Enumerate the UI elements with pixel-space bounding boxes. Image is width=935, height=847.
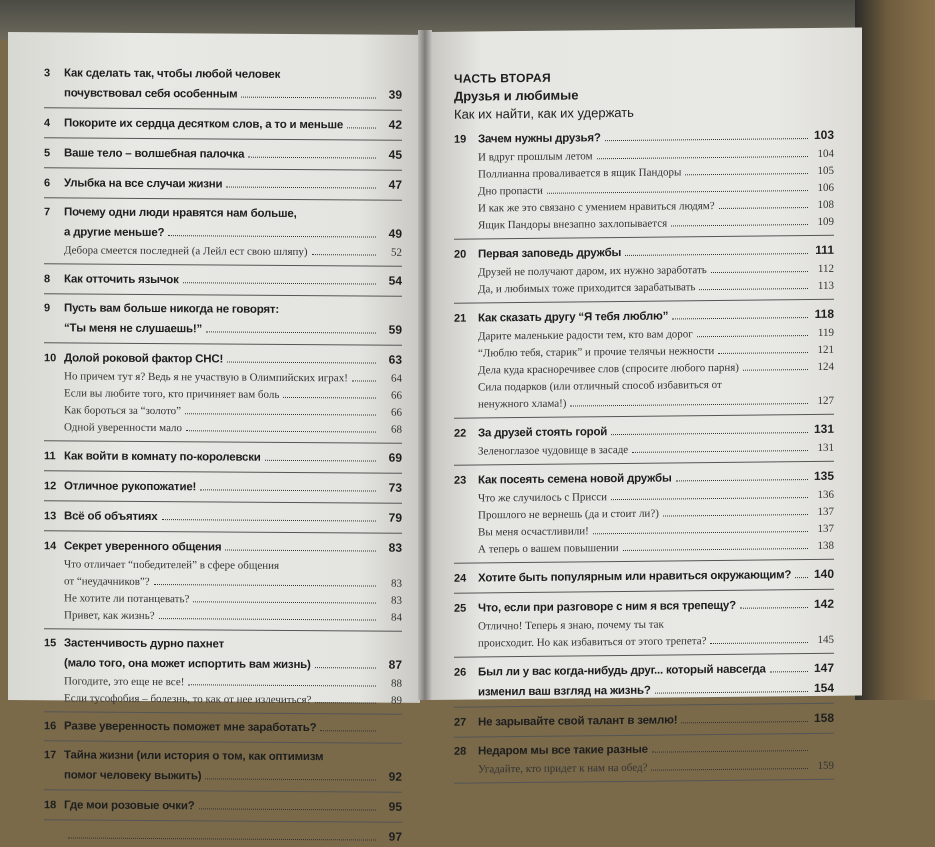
- dot-leader: [315, 702, 376, 703]
- toc-row: [44, 203, 402, 224]
- divider: [44, 197, 402, 200]
- divider: [44, 628, 402, 631]
- chapter-title: Застенчивость дурно пахнет: [64, 634, 224, 654]
- chapter-number: 12: [44, 477, 64, 496]
- chapter-title: “Ты меня не слушаешь!”: [64, 319, 202, 339]
- page-number: 97: [380, 828, 402, 847]
- chapter-title: За друзей стоять горой: [478, 423, 607, 443]
- dot-leader: [283, 397, 376, 399]
- dot-leader: [154, 584, 376, 587]
- page-number: 87: [380, 656, 402, 675]
- book-spine: [418, 30, 432, 700]
- page-number: 42: [380, 116, 402, 135]
- divider: [44, 137, 402, 140]
- chapter-number: 3: [44, 64, 64, 83]
- page-number: 69: [380, 449, 402, 468]
- chapter-title: Улыбка на все случаи жизни: [64, 174, 222, 194]
- chapter-number: 11: [44, 447, 64, 466]
- toc-entry[interactable]: [454, 659, 834, 703]
- subsection-title: А теперь о вашем повышении: [478, 540, 619, 558]
- page-number: 73: [380, 479, 402, 498]
- page-number: 54: [380, 272, 402, 291]
- subsection-title: ненужного хлама!): [478, 396, 566, 414]
- chapter-title: Как посеять семена новой дружбы: [478, 469, 672, 490]
- chapter-title: Что, если при разговоре с ним я вся трепещу?: [478, 597, 736, 619]
- chapter-number: 26: [454, 663, 478, 682]
- subsection-row: [454, 538, 834, 559]
- toc-row: [44, 476, 402, 498]
- toc-row: [44, 348, 402, 370]
- subsection-page: 159: [812, 758, 834, 775]
- chapter-number: 23: [454, 471, 478, 490]
- toc-entry[interactable]: [44, 536, 402, 626]
- subsection-page: 127: [812, 393, 834, 410]
- toc-row: [44, 113, 402, 135]
- subsection-page: 66: [380, 388, 402, 405]
- dot-leader: [672, 317, 808, 319]
- subsection-page: 109: [812, 214, 834, 231]
- chapter-title: Разве уверенность поможет мне заработать?: [64, 717, 316, 738]
- chapter-number: 10: [44, 349, 64, 368]
- chapter-title: Как сказать другу “Я тебя люблю”: [478, 308, 668, 329]
- dot-leader: [199, 808, 376, 810]
- subsection-row: [44, 690, 402, 709]
- chapter-title: Был ли у вас когда-нибудь друг... который навсегда: [478, 660, 766, 682]
- subsection-title: Как бороться за “золото”: [64, 402, 181, 420]
- divider: [44, 167, 402, 170]
- chapter-number: 16: [44, 717, 64, 736]
- toc-row: [44, 173, 402, 195]
- toc-entry[interactable]: [44, 348, 402, 438]
- toc-entry[interactable]: [454, 467, 834, 559]
- dot-leader: [623, 548, 808, 551]
- subsection-title: Друзей не получают даром, их нужно заработать: [478, 262, 707, 281]
- subsection-title: Дарите маленькие радости тем, кто вам дорог: [478, 326, 693, 345]
- toc-entry[interactable]: [454, 420, 834, 461]
- chapter-title: (мало того, она может испортить вам жизнь): [64, 654, 311, 675]
- dot-leader: [265, 460, 376, 462]
- toc-row: [44, 446, 402, 468]
- chapter-number: 18: [44, 796, 64, 815]
- chapter-title: Пусть вам больше никогда не говорят:: [64, 299, 279, 320]
- page-number: 59: [380, 321, 402, 340]
- chapter-number: 19: [454, 130, 478, 149]
- chapter-number: 9: [44, 299, 64, 318]
- chapter-number: 17: [44, 746, 64, 765]
- subsection-page: 112: [812, 261, 834, 278]
- dot-leader: [206, 331, 376, 333]
- subsection-page: 136: [812, 487, 834, 504]
- dot-leader: [625, 253, 808, 256]
- divider: [454, 653, 834, 658]
- subsection-row: [454, 393, 834, 414]
- page-number: 45: [380, 146, 402, 165]
- chapter-number: 15: [44, 634, 64, 653]
- divider: [454, 559, 834, 564]
- chapter-title: Всё об объятиях: [64, 507, 158, 527]
- chapter-title: Как отточить язычок: [64, 270, 179, 290]
- dot-leader: [681, 721, 808, 723]
- toc-entry[interactable]: [44, 634, 402, 709]
- toc-entry[interactable]: [454, 595, 834, 653]
- dot-leader: [611, 497, 808, 500]
- subsection-title: Зеленоглазое чудовище в засаде: [478, 442, 628, 461]
- divider: [44, 342, 402, 345]
- chapter-title: Недаром мы все такие разные: [478, 741, 648, 762]
- toc-entry[interactable]: [44, 476, 402, 498]
- dot-leader: [570, 403, 808, 406]
- dot-leader: [68, 837, 376, 840]
- chapter-title: Не зарывайте свой талант в землю!: [478, 711, 677, 732]
- subsection-row: [454, 278, 834, 299]
- dot-leader: [352, 380, 376, 381]
- subsection-page: 106: [812, 180, 834, 197]
- chapter-number: 14: [44, 537, 64, 556]
- dot-leader: [671, 224, 808, 226]
- dot-leader: [651, 768, 808, 771]
- subsection-title: Сила подарков (или отличный способ избавиться от: [478, 377, 722, 397]
- subsection-title: Дела куда красноречивее слов (спросите любого парня): [478, 360, 739, 380]
- subsection-title: Да, и любимых тоже приходится зарабатывать: [478, 279, 695, 298]
- toc-row: [44, 318, 402, 340]
- page-number: 83: [380, 539, 402, 558]
- subsection-title: происходит. Но как избавиться от этого трепета?: [478, 633, 706, 652]
- subsection-page: 84: [380, 610, 402, 627]
- dot-leader: [248, 157, 376, 159]
- dot-leader: [225, 550, 376, 552]
- page-number: 111: [812, 241, 834, 260]
- dot-leader: [743, 369, 808, 371]
- page-number: 118: [812, 305, 834, 324]
- dot-leader: [719, 207, 808, 209]
- dot-leader: [593, 531, 808, 534]
- dot-leader: [227, 362, 376, 364]
- toc-row: [454, 565, 834, 589]
- left-page: [8, 32, 420, 703]
- divider: [44, 530, 402, 533]
- dot-leader: [676, 479, 808, 481]
- toc-row: [44, 765, 402, 787]
- subsection-page: 119: [812, 325, 834, 342]
- dot-leader: [711, 271, 808, 273]
- dot-leader: [205, 778, 376, 780]
- chapter-title: Как войти в комнату по-королевски: [64, 447, 261, 467]
- toc-row: [44, 64, 402, 85]
- toc-row: [44, 746, 402, 767]
- chapter-number: 27: [454, 713, 478, 732]
- subsection-page: 124: [812, 359, 834, 376]
- chapter-title: Зачем нужны друзья?: [478, 129, 601, 149]
- divider: [454, 589, 834, 594]
- part-title: Друзья и любимые: [454, 84, 834, 106]
- chapter-number: 8: [44, 270, 64, 289]
- chapter-title: Почему одни люди нравятся нам больше,: [64, 203, 297, 224]
- toc-entry[interactable]: [44, 299, 402, 340]
- chapter-number: 13: [44, 507, 64, 526]
- toc-entry[interactable]: [44, 446, 402, 468]
- dot-leader: [168, 235, 376, 237]
- subsection-title: Погодите, это еще не все!: [64, 673, 184, 691]
- subsection-page: 89: [380, 693, 402, 710]
- dot-leader: [652, 750, 808, 753]
- chapter-title: Как сделать так, чтобы любой человек: [64, 64, 280, 85]
- dot-leader: [597, 156, 808, 159]
- subsection-page: 137: [812, 521, 834, 538]
- toc-entry[interactable]: [44, 143, 402, 165]
- chapter-title: Секрет уверенного общения: [64, 537, 221, 557]
- toc-entry[interactable]: [454, 126, 834, 235]
- toc-entry[interactable]: [44, 506, 402, 528]
- divider: [44, 789, 402, 792]
- divider: [44, 740, 402, 743]
- divider: [44, 440, 402, 443]
- toc-row: [454, 709, 834, 733]
- divider: [44, 107, 402, 110]
- toc-entry[interactable]: [454, 565, 834, 589]
- toc-row: [44, 634, 402, 655]
- toc-entry[interactable]: [44, 717, 402, 738]
- toc-entry[interactable]: [44, 173, 402, 195]
- subsection-row: [454, 758, 834, 779]
- divider: [454, 299, 834, 304]
- subsection-title: Что же случилось с Присси: [478, 489, 607, 507]
- chapter-number: 4: [44, 114, 64, 133]
- toc-entry[interactable]: [44, 203, 402, 261]
- toc-row: [44, 506, 402, 528]
- subsection-page: 104: [812, 146, 834, 163]
- divider: [44, 293, 402, 296]
- divider: [44, 819, 402, 822]
- divider: [44, 263, 402, 266]
- subsection-title: “Люблю тебя, старик” и прочие телячьи нежности: [478, 343, 714, 362]
- dot-leader: [710, 642, 808, 644]
- dot-leader: [186, 430, 376, 432]
- subsection-page: 83: [380, 576, 402, 593]
- page-number: 63: [380, 351, 402, 370]
- subsection-title: Одной уверенности мало: [64, 419, 182, 437]
- toc-row: [44, 83, 402, 105]
- subsection-title: Дебора смеется последней (а Лейл ест свою шляпу): [64, 242, 308, 261]
- chapter-title: Покорите их сердца десятком слов, а то и меньше: [64, 114, 343, 135]
- dot-leader: [605, 138, 808, 141]
- toc-row: [44, 269, 402, 291]
- subsection-title: Что отличает “победителей” в сфере общения: [64, 556, 279, 575]
- subsection-page: 105: [812, 163, 834, 180]
- toc-row: [44, 825, 402, 846]
- part-subtitle: Как их найти, как их удержать: [454, 102, 834, 124]
- subsection-row: [454, 440, 834, 461]
- chapter-number: 7: [44, 203, 64, 222]
- subsection-title: Не хотите ли потанцевать?: [64, 590, 189, 608]
- subsection-title: Угадайте, кто придет к нам на обед?: [478, 760, 647, 779]
- subsection-page: 113: [812, 278, 834, 295]
- toc-row: [44, 222, 402, 244]
- dot-leader: [655, 691, 808, 694]
- background-right: [855, 0, 935, 700]
- toc-entry[interactable]: [44, 746, 402, 787]
- dot-leader: [162, 519, 377, 521]
- dot-leader: [740, 607, 808, 609]
- subsection-page: 88: [380, 676, 402, 693]
- page-number: 135: [812, 467, 834, 486]
- subsection-row: [44, 419, 402, 438]
- dot-leader: [699, 288, 808, 290]
- chapter-title: помог человеку выжить): [64, 766, 201, 786]
- dot-leader: [183, 282, 376, 284]
- chapter-number: 20: [454, 245, 478, 264]
- right-page: [430, 27, 862, 700]
- dot-leader: [193, 601, 376, 603]
- subsection-title: Вы меня осчастливили!: [478, 523, 589, 541]
- toc-entry[interactable]: [44, 113, 402, 135]
- chapter-number: 22: [454, 424, 478, 443]
- chapter-number: 28: [454, 742, 478, 761]
- dot-leader: [547, 190, 808, 194]
- subsection-page: 121: [812, 342, 834, 359]
- toc-row: [44, 143, 402, 165]
- subsection-title: Если вы любите того, кто причиняет вам боль: [64, 385, 279, 404]
- subsection-page: 108: [812, 197, 834, 214]
- subsection-page: 52: [380, 245, 402, 262]
- chapter-title: Долой роковой фактор СНС!: [64, 349, 223, 369]
- toc-row: [44, 299, 402, 320]
- dot-leader: [200, 489, 376, 491]
- divider: [44, 500, 402, 503]
- toc-row: [454, 679, 834, 703]
- dot-leader: [632, 450, 808, 453]
- dot-leader: [611, 432, 808, 435]
- dot-leader: [188, 684, 376, 686]
- divider: [454, 703, 834, 708]
- toc-entry[interactable]: [454, 241, 834, 299]
- subsection-page: 66: [380, 405, 402, 422]
- subsection-title: Если тусофобия – болезнь, то как от нее излечиться?: [64, 690, 311, 709]
- divider: [454, 235, 834, 240]
- divider: [44, 711, 402, 714]
- divider: [454, 733, 834, 738]
- dot-leader: [241, 97, 376, 99]
- subsection-title: Отлично! Теперь я знаю, почему ты так: [478, 617, 664, 636]
- chapter-title: Тайна жизни (или история о том, как оптимизм: [64, 746, 323, 767]
- toc-entry[interactable]: [454, 709, 834, 733]
- toc-row: [44, 536, 402, 558]
- subsection-row: [44, 242, 402, 261]
- divider: [454, 461, 834, 466]
- chapter-number: 21: [454, 309, 478, 328]
- chapter-title: Ваше тело – волшебная палочка: [64, 144, 244, 164]
- chapter-number: 6: [44, 174, 64, 193]
- subsection-title: от “неудачников”?: [64, 573, 150, 591]
- chapter-title: Первая заповедь дружбы: [478, 244, 621, 264]
- toc-row: [44, 653, 402, 675]
- dot-leader: [663, 514, 808, 517]
- page-number: 39: [380, 86, 402, 105]
- subsection-page: 131: [812, 440, 834, 457]
- chapter-title: Отличное рукопожатие!: [64, 477, 196, 497]
- subsection-row: [454, 214, 834, 235]
- toc-entry[interactable]: [44, 269, 402, 291]
- part-label: ЧАСТЬ ВТОРАЯ: [454, 66, 834, 88]
- dot-leader: [697, 335, 808, 337]
- subsection-row: [44, 607, 402, 626]
- toc-entry[interactable]: [454, 305, 834, 414]
- subsection-title: Привет, как жизнь?: [64, 607, 155, 625]
- chapter-title: Где мои розовые очки?: [64, 796, 195, 816]
- dot-leader: [795, 577, 808, 578]
- dot-leader: [718, 352, 808, 354]
- chapter-number: 25: [454, 599, 478, 618]
- subsection-page: 145: [812, 632, 834, 649]
- chapter-title-line: изменил ваш взгляд на жизнь?: [478, 682, 651, 703]
- dot-leader: [685, 173, 808, 175]
- chapter-number: 5: [44, 144, 64, 163]
- subsection-page: 68: [380, 422, 402, 439]
- subsection-title: Но причем тут я? Ведь я не участвую в Олимпийских играх!: [64, 368, 348, 387]
- page-number: 49: [380, 225, 402, 244]
- divider: [454, 779, 834, 784]
- dot-leader: [320, 730, 376, 731]
- toc-entry[interactable]: [44, 795, 402, 817]
- subsection-row: [454, 632, 834, 653]
- page-number: 147: [812, 659, 834, 678]
- dot-leader: [315, 667, 376, 668]
- page-number: 131: [812, 420, 834, 439]
- chapter-title: а другие меньше?: [64, 223, 164, 243]
- dot-leader: [185, 413, 376, 415]
- subsection-page: 137: [812, 504, 834, 521]
- subsection-title: Прошлого не вернешь (да и стоит ли?): [478, 506, 659, 525]
- page-number: 158: [812, 709, 834, 728]
- page-number: 142: [812, 595, 834, 614]
- page-number: 47: [380, 176, 402, 195]
- page-number: 103: [812, 126, 834, 145]
- toc-entry[interactable]: [454, 739, 834, 779]
- subsection-title: И вдруг прошлым летом: [478, 148, 593, 166]
- subsection-title: Ящик Пандоры внезапно захлопывается: [478, 216, 667, 235]
- chapter-title: почувствовал себя особенным: [64, 84, 237, 104]
- subsection-title: Дно пропасти: [478, 183, 543, 201]
- divider: [44, 470, 402, 473]
- subsection-title: Поллианна проваливается в ящик Пандоры: [478, 164, 681, 183]
- subsection-page: 138: [812, 538, 834, 555]
- page-number: 79: [380, 509, 402, 528]
- page-number: 92: [380, 768, 402, 787]
- dot-leader: [159, 618, 376, 621]
- chapter-number: 24: [454, 569, 478, 588]
- dot-leader: [347, 127, 376, 128]
- divider: [454, 414, 834, 419]
- dot-leader: [226, 187, 376, 189]
- page-number: 95: [380, 798, 402, 817]
- subsection-page: 83: [380, 593, 402, 610]
- page-number: 140: [812, 565, 834, 584]
- page-number: 154: [812, 679, 834, 698]
- subsection-page: 64: [380, 371, 402, 388]
- subsection-title: И как же это связано с умением нравиться людям?: [478, 198, 715, 217]
- toc-row: [44, 717, 402, 738]
- dot-leader: [312, 254, 376, 255]
- toc-row: [44, 795, 402, 817]
- toc-entry[interactable]: [44, 64, 402, 105]
- dot-leader: [770, 671, 808, 672]
- chapter-title: Хотите быть популярным или нравиться окружающим?: [478, 566, 791, 588]
